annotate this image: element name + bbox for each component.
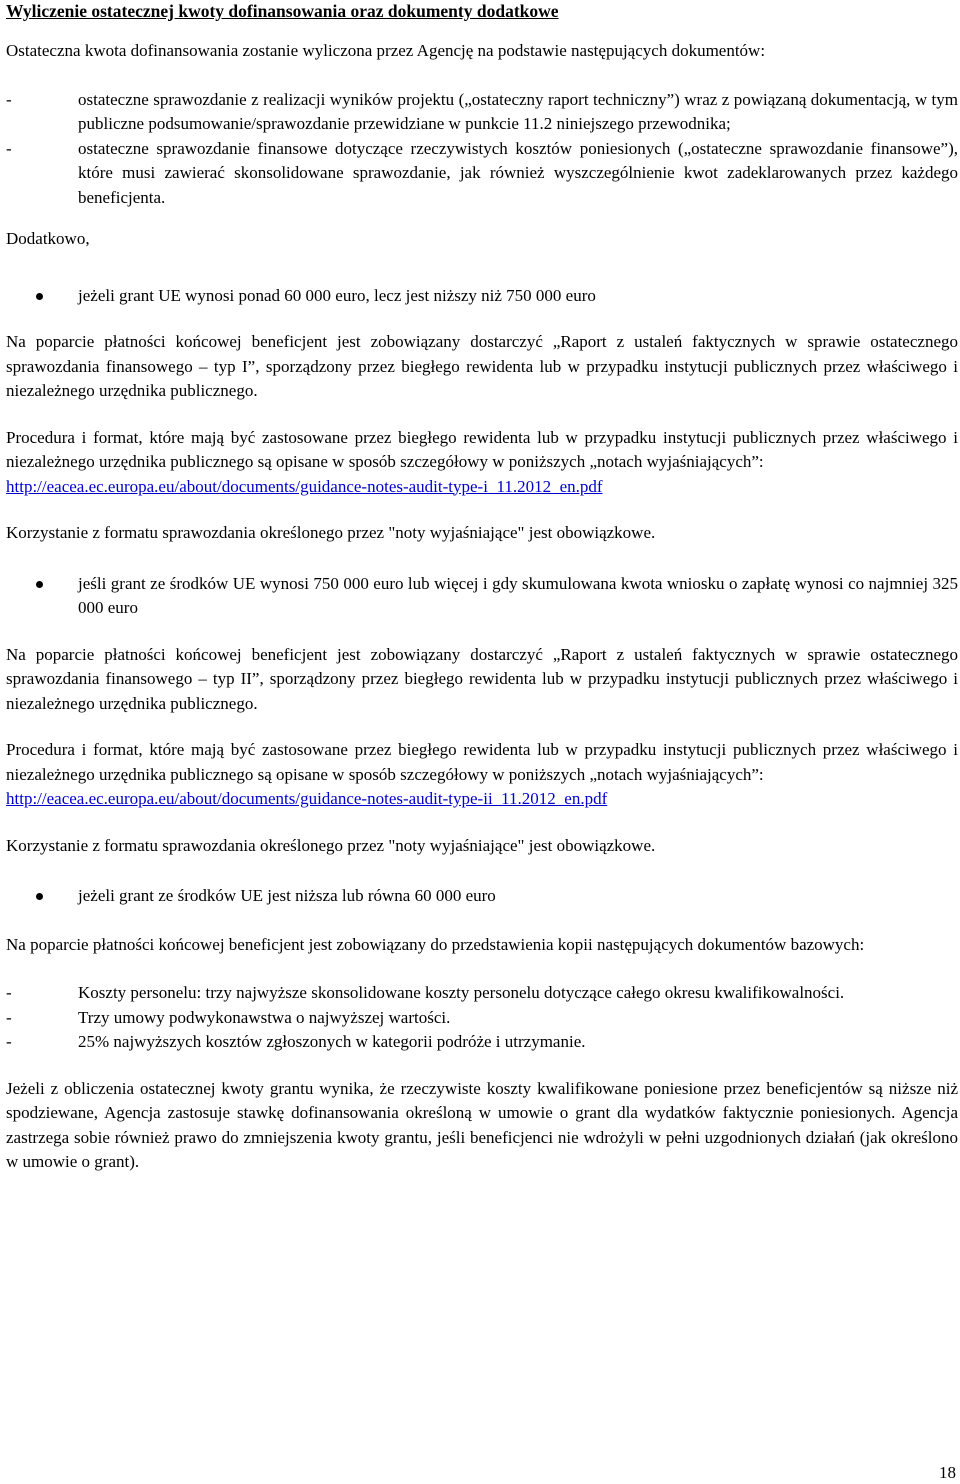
closing-paragraph: Jeżeli z obliczenia ostatecznej kwoty grantu wynika, że rzeczywiste koszty kwalifikowane poniesione przez beneficjentów są niższe niż spodziewane, Agencja zastosuje stawkę dofinansowania określoną w umowie o grant dla wydatków faktycznie poniesionych. Agencja zastrzega sobie również prawo do zmniejszenia kwoty grantu, jeśli beneficjenci nie wdrożyli w pełni uzgodnionych działań (jak określono w umowie o grant). [6,1078,958,1171]
list-item [6,1030,958,1055]
list-item-text: 25% najwyższych kosztów zgłoszonych w kategorii podróże i utrzymanie. [78,1032,586,1051]
case2-bullet-text: jeśli grant ze środków UE wynosi 750 000 euro lub więcej i gdy skumulowana kwota wniosku o zapłatę wynosi co najmniej 325 000 euro [78,573,958,617]
case3-bullet [6,884,958,909]
list-item [6,1006,958,1031]
page-number: 18 [939,1463,956,1482]
case2-bullet [6,572,958,621]
list-item-text: ostateczne sprawozdanie z realizacji wyników projektu („ostateczny raport techniczny”) wraz z powiązaną dokumentacją, w tym publiczne podsumowanie/sprawozdanie przewidziane w punkcie 11.2 niniejszego przewodnika; [78,89,958,133]
case2-procedure-paragraph [6,738,958,812]
dash-marker: - [6,138,12,158]
case2-guidance-link[interactable]: http://eacea.ec.europa.eu/about/documents/guidance-notes-audit-type-ii_11.2012_en.pdf [6,789,608,808]
list-item-text: ostateczne sprawozdanie finansowe dotyczące rzeczywistych kosztów poniesionych („ostateczne sprawozdanie finansowe”), które musi zawierać skonsolidowane sprawozdanie, jak również wyszczególnienie kwot zadeklarowanych przez każdego beneficjenta. [78,138,958,207]
list-item [6,981,958,1006]
list-item [6,88,958,137]
list-item [6,137,958,211]
case2-procedure-text: Procedura i format, które mają być zastosowane przez biegłego rewidenta lub w przypadku instytucji publicznych przez właściwego i niezależnego urzędnika publicznego są opisane w sposób szczegółowy w poniższych „notach wyjaśniających”: [6,740,958,784]
dash-marker: - [6,1032,12,1051]
bullet-icon [36,893,43,900]
case1-support-paragraph: Na poparcie płatności końcowej beneficjent jest zobowiązany dostarczyć „Raport z ustaleń faktycznych w sprawie ostatecznego sprawozdania finansowego – typ I”, sporządzony przez biegłego rewidenta lub w przypadku instytucji publicznych przez właściwego i niezależnego urzędnika publicznego. [6,332,958,400]
dash-marker: - [6,89,12,109]
case1-usage-paragraph: Korzystanie z formatu sprawozdania określonego przez "noty wyjaśniające" jest obowiązkowe. [6,523,656,542]
case3-support-paragraph: Na poparcie płatności końcowej beneficjent jest zobowiązany do przedstawienia kopii następujących dokumentów bazowych: [6,934,865,954]
list-item-text: Trzy umowy podwykonawstwa o najwyższej wartości. [78,1007,451,1027]
case1-bullet [6,284,958,309]
dash-marker: - [6,983,12,1002]
base-documents-list [6,981,958,1055]
case2-support-paragraph: Na poparcie płatności końcowej beneficjent jest zobowiązany dostarczyć „Raport z ustaleń faktycznych w sprawie ostatecznego sprawozdania finansowego – typ II”, sporządzony przez biegłego rewidenta lub w przypadku instytucji publicznych przez właściwego i niezależnego urzędnika publicznego. [6,644,958,713]
document-page [6,0,958,1175]
dash-marker: - [6,1007,12,1027]
case3-bullet-text: jeżeli grant ze środków UE jest niższa lub równa 60 000 euro [78,886,496,905]
section-heading: Wyliczenie ostatecznej kwoty dofinansowania oraz dokumenty dodatkowe [6,1,559,21]
case1-bullet-text: jeżeli grant UE wynosi ponad 60 000 euro, lecz jest niższy niż 750 000 euro [78,285,596,305]
case2-usage-paragraph: Korzystanie z formatu sprawozdania określonego przez "noty wyjaśniające" jest obowiązkowe. [6,835,656,855]
case1-procedure-paragraph [6,426,958,500]
list-item-text: Koszty personelu: trzy najwyższe skonsolidowane koszty personelu dotyczące całego okresu kwalifikowalności. [78,983,845,1002]
documents-list [6,88,958,211]
case1-procedure-text: Procedura i format, które mają być zastosowane przez biegłego rewidenta lub w przypadku instytucji publicznych przez właściwego i niezależnego urzędnika publicznego są opisane w sposób szczegółowy w poniższych „notach wyjaśniających”: [6,427,958,471]
additionally-label: Dodatkowo, [6,229,90,248]
case1-guidance-link[interactable]: http://eacea.ec.europa.eu/about/documents/guidance-notes-audit-type-i_11.2012_en.pdf [6,476,603,496]
bullet-icon [36,293,43,300]
bullet-icon [36,581,43,588]
intro-paragraph: Ostateczna kwota dofinansowania zostanie wyliczona przez Agencję na podstawie następujących dokumentów: [6,41,766,60]
